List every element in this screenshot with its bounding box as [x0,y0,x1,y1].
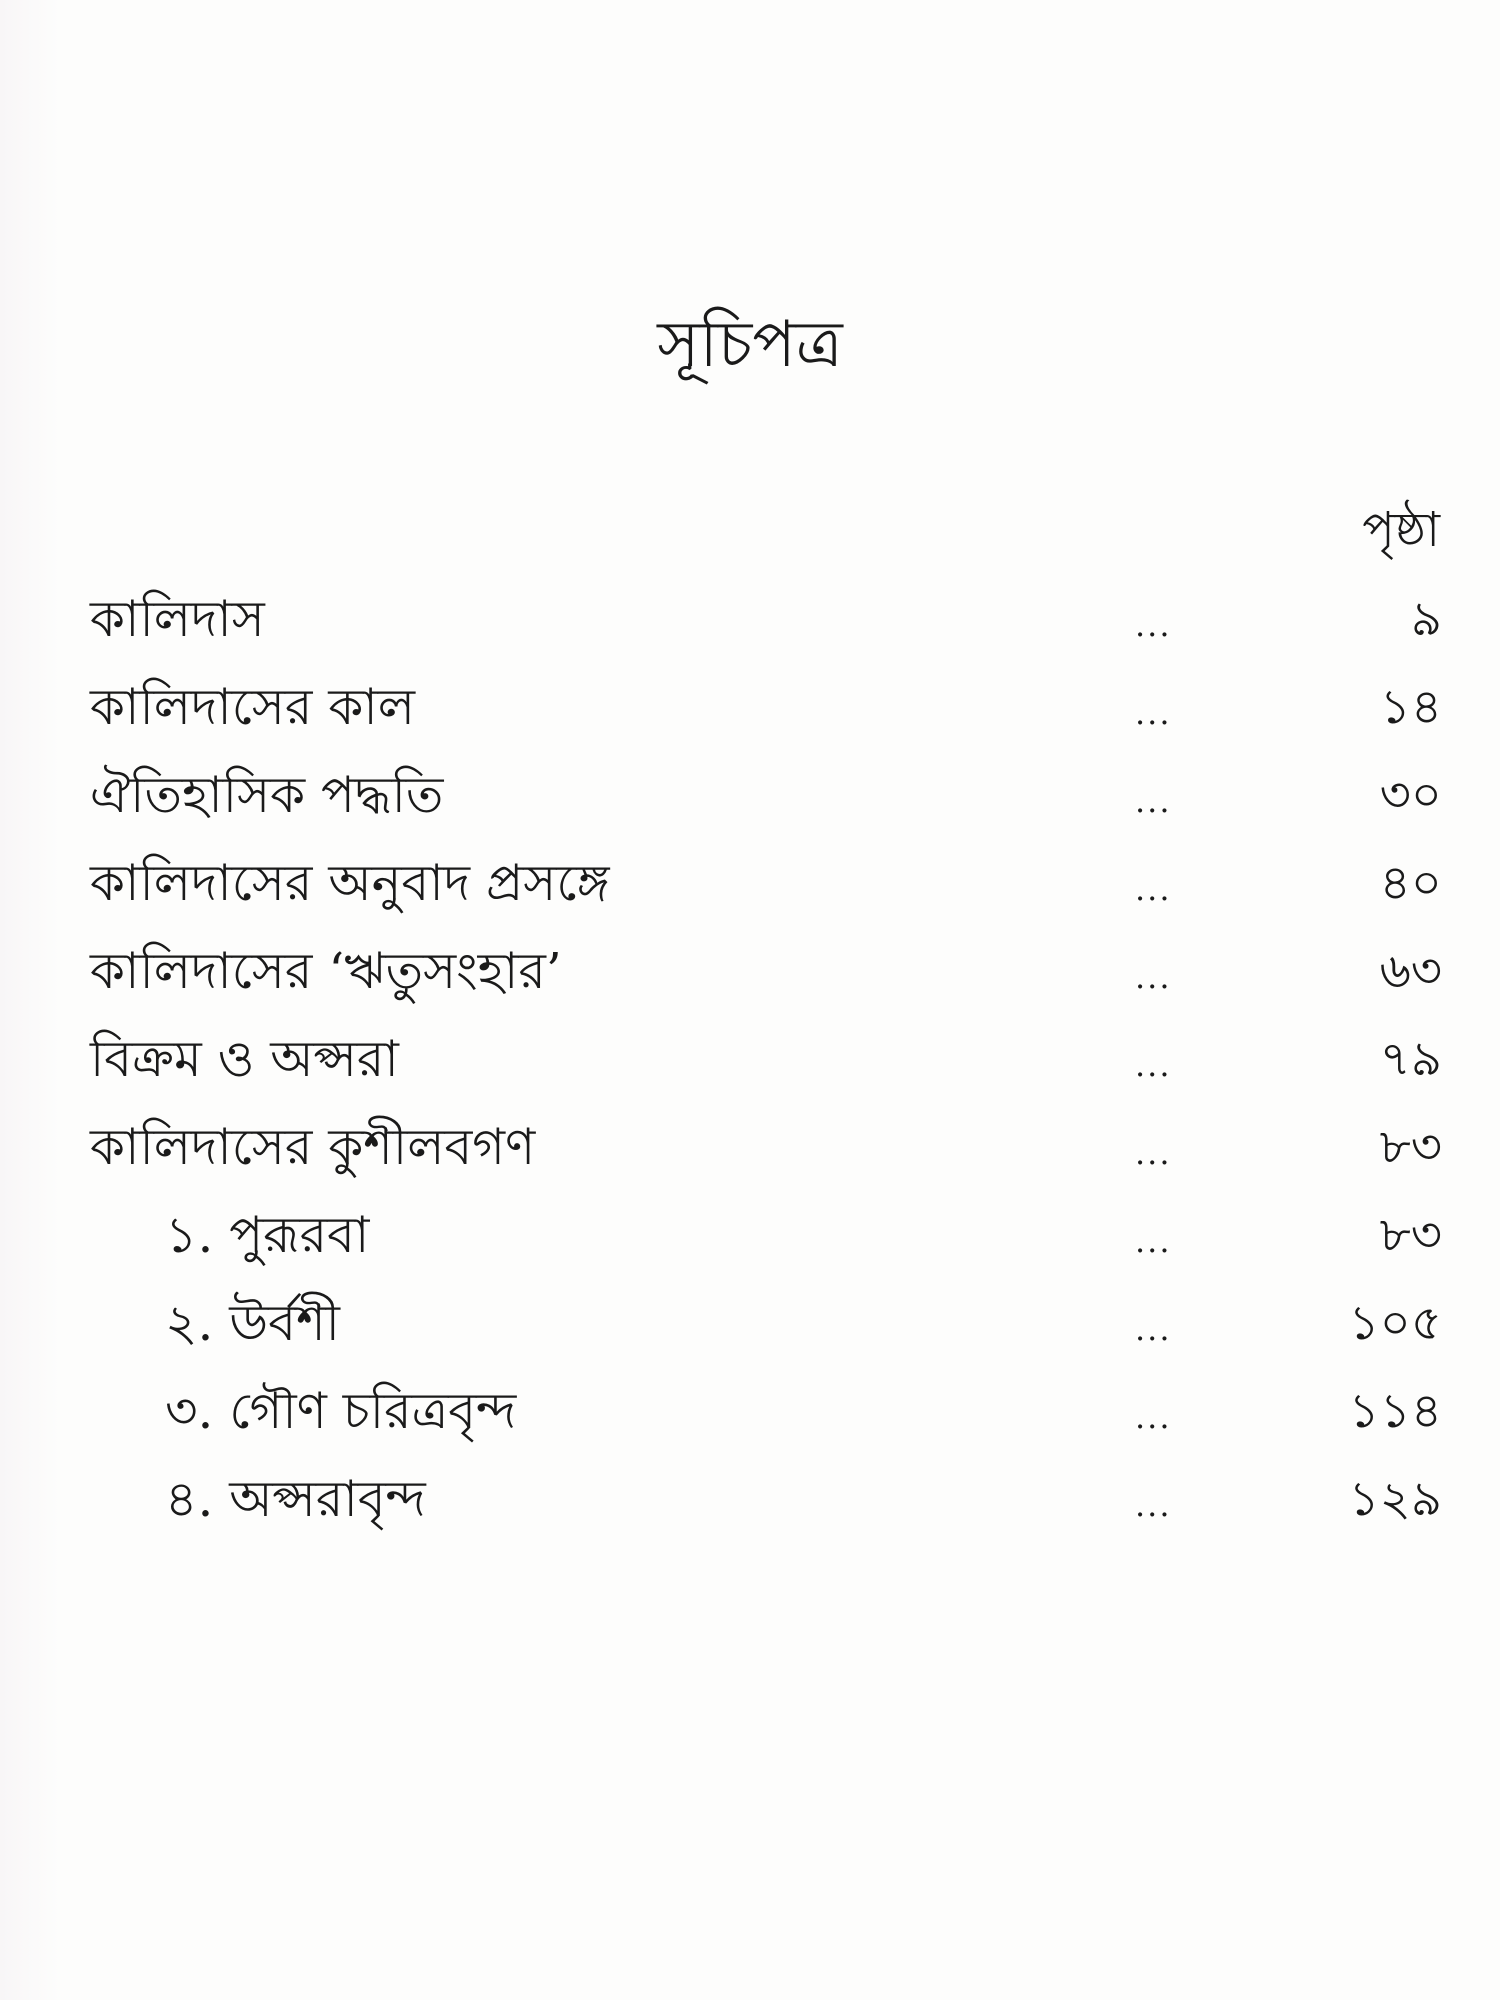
toc-entry-title: কালিদাস [90,590,265,648]
toc-entry-page: ১১৪ [1348,1383,1442,1439]
toc-leader-dots: ... [1135,1134,1172,1172]
toc-leader-dots: ... [1135,1046,1172,1084]
toc-entry-title: ১. পুরূরবা [165,1206,370,1264]
toc-entry-title: কালিদাসের অনুবাদ প্রসঙ্গে [90,854,610,912]
toc-sub-entry [0,1279,1500,1367]
toc-leader-dots: ... [1135,694,1172,732]
toc-sub-entry [0,1455,1500,1543]
toc-entry-page: ৬৩ [1379,943,1442,999]
page-column-header: পৃষ্ঠা [1362,502,1440,558]
toc-entry-title: ঐতিহাসিক পদ্ধতি [90,766,444,824]
toc-leader-dots: ... [1135,1310,1172,1348]
toc-entry-page: ৮৩ [1379,1207,1442,1263]
table-of-contents [0,575,1500,1543]
toc-leader-dots: ... [1135,1222,1172,1260]
toc-sub-entry [0,1191,1500,1279]
toc-entry-page: ৩০ [1379,767,1442,823]
toc-leader-dots: ... [1135,1398,1172,1436]
toc-entry [0,575,1500,663]
toc-entry-page: ১৪ [1379,679,1442,735]
toc-sub-entry [0,1367,1500,1455]
toc-entry-page: ১২৯ [1348,1471,1442,1527]
toc-entry-page: ৭৯ [1379,1031,1442,1087]
toc-entry [0,1015,1500,1103]
toc-entry-title: কালিদাসের ‘ঋতুসংহার’ [90,942,562,1000]
toc-leader-dots: ... [1135,782,1172,820]
toc-entry-page: ৪০ [1379,855,1442,911]
toc-leader-dots: ... [1135,870,1172,908]
toc-leader-dots: ... [1135,958,1172,996]
toc-entry-title: ৪. অপ্সরাবৃন্দ [165,1470,426,1528]
toc-entry [0,663,1500,751]
toc-entry-title: বিক্রম ও অপ্সরা [90,1030,399,1088]
toc-entry-page: ৯ [1410,591,1442,647]
toc-entry-title: কালিদাসের কাল [90,678,416,736]
toc-entry-page: ১০৫ [1348,1295,1442,1351]
toc-entry-page: ৮৩ [1379,1119,1442,1175]
toc-entry-title: ২. উর্বশী [165,1294,340,1352]
toc-entry-title: ৩. গৌণ চরিত্রবৃন্দ [165,1382,517,1440]
toc-leader-dots: ... [1135,1486,1172,1524]
toc-leader-dots: ... [1135,606,1172,644]
page-title: সূচিপত্র [657,308,843,382]
toc-entry-title: কালিদাসের কুশীলবগণ [90,1118,536,1176]
toc-entry [0,751,1500,839]
toc-entry [0,927,1500,1015]
toc-entry [0,1103,1500,1191]
toc-entry [0,839,1500,927]
